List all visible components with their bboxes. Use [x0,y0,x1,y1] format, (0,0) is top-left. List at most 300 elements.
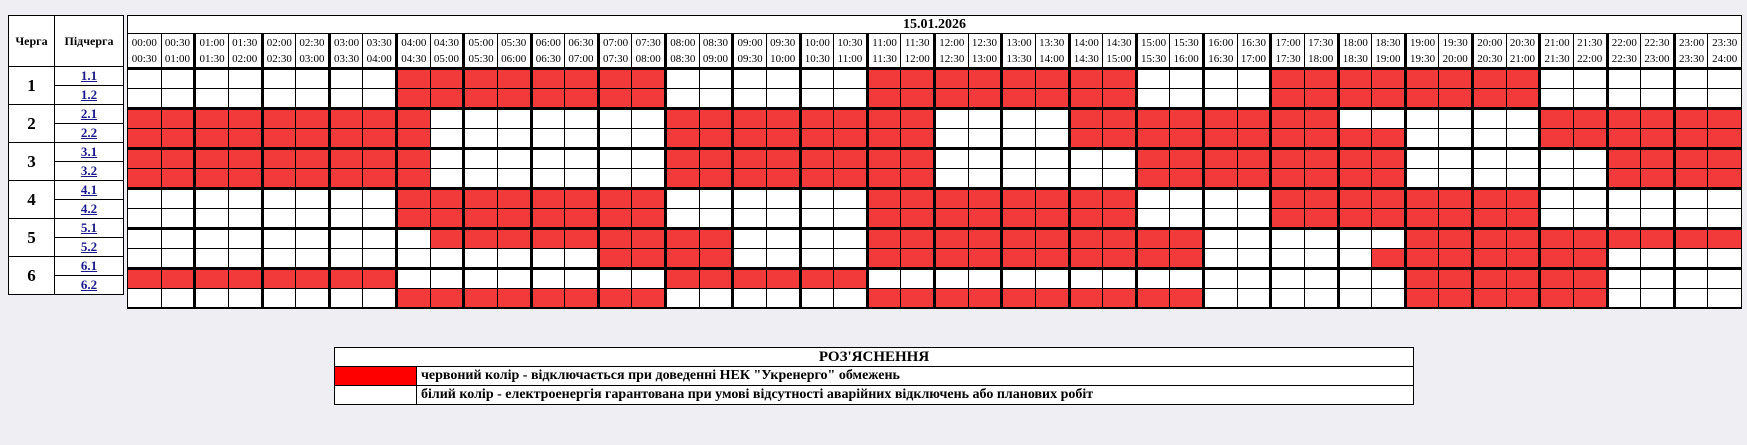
power-cell [733,229,767,249]
time-slot-header [1035,34,1069,69]
power-cell [632,149,666,169]
outage-cell [1573,129,1607,149]
time-slot-header [598,34,632,69]
power-cell [800,229,834,249]
outage-cell [1136,249,1170,269]
outage-cell [1607,229,1641,249]
power-cell [1035,109,1069,129]
power-cell [699,189,733,209]
power-cell [1304,229,1338,249]
power-cell [1204,209,1238,229]
outage-cell [1103,129,1137,149]
outage-cell [531,229,565,249]
outage-cell [262,149,296,169]
time-slot-start: 03:00 [334,36,360,49]
outage-cell [1405,289,1439,309]
outage-cell [1473,209,1507,229]
power-cell [296,209,330,229]
outage-cell [1069,189,1103,209]
power-cell [262,189,296,209]
outage-cell [834,109,868,129]
outage-cell [901,209,935,229]
power-cell [1271,229,1305,249]
power-cell [1002,169,1036,189]
outage-cell [699,169,733,189]
power-cell [262,229,296,249]
outage-cell [1674,169,1708,189]
time-slot-start: 06:30 [568,36,594,49]
outage-cell [565,189,599,209]
power-cell [834,209,868,229]
outage-cell [1372,169,1406,189]
outage-cell [1338,149,1372,169]
outage-cell [666,129,700,149]
time-slot-start: 04:30 [433,36,459,49]
time-slot-header [1439,34,1473,69]
outage-cell [1506,229,1540,249]
outage-cell [1439,269,1473,289]
power-cell [1237,289,1271,309]
outage-cell [699,149,733,169]
time-slot-header [1136,34,1170,69]
power-cell [228,209,262,229]
power-cell [1506,169,1540,189]
time-slot-start: 07:00 [603,36,629,49]
outage-cell [128,149,162,169]
power-cell [699,289,733,309]
outage-cell [867,169,901,189]
time-slot-header [497,34,531,69]
power-cell [1674,249,1708,269]
time-slot-end: 00:30 [131,52,157,65]
power-cell [128,69,162,89]
power-cell [1506,149,1540,169]
outage-cell [1304,109,1338,129]
time-slot-start: 15:00 [1141,36,1167,49]
outage-cell [1473,249,1507,269]
outage-cell [1338,209,1372,229]
outage-cell [1304,169,1338,189]
outage-cell [262,269,296,289]
outage-cell [1103,189,1137,209]
power-cell [497,249,531,269]
outage-cell [666,229,700,249]
outage-cell [1405,69,1439,89]
time-slot-start: 19:30 [1442,36,1468,49]
time-slot-end: 12:00 [904,52,930,65]
power-cell [296,249,330,269]
outage-cell [1473,289,1507,309]
power-cell [1674,269,1708,289]
time-slot-header [800,34,834,69]
power-cell [1069,149,1103,169]
subqueue-header: Підчерга [55,16,124,67]
outage-cell [598,89,632,109]
power-cell [497,129,531,149]
power-cell [1271,249,1305,269]
outage-cell [1439,89,1473,109]
schedule-row [128,89,1742,109]
power-cell [363,289,397,309]
schedule-row [128,209,1742,229]
outage-cell [1674,229,1708,249]
outage-cell [1506,269,1540,289]
power-cell [128,289,162,309]
power-cell [1237,249,1271,269]
outage-cell [1136,129,1170,149]
legend [334,347,1414,405]
time-slot-start: 01:30 [232,36,258,49]
outage-cell [1506,249,1540,269]
power-cell [329,69,363,89]
outage-cell [1506,289,1540,309]
outage-cell [1405,229,1439,249]
power-cell [464,269,498,289]
power-cell [632,269,666,289]
queue-label: 2 [9,105,55,143]
queue-label: 6 [9,257,55,295]
outage-cell [565,209,599,229]
schedule-date: 15.01.2026 [128,16,1742,34]
outage-cell [1002,289,1036,309]
power-cell [464,129,498,149]
power-cell [1674,89,1708,109]
power-cell [699,69,733,89]
time-slot-start: 11:00 [872,36,897,49]
outage-cell [968,249,1002,269]
power-cell [1641,249,1675,269]
time-slot-header [1204,34,1238,69]
power-cell [1338,109,1372,129]
outage-cell [1304,89,1338,109]
outage-cell [834,269,868,289]
power-cell [834,289,868,309]
time-slot-header [834,34,868,69]
outage-cell [1170,169,1204,189]
outage-cell [1573,289,1607,309]
time-slot-start: 14:00 [1073,36,1099,49]
power-cell [1372,269,1406,289]
power-cell [834,89,868,109]
time-slot-start: 13:00 [1006,36,1032,49]
power-cell [296,229,330,249]
power-cell [1103,169,1137,189]
outage-cell [1035,209,1069,229]
outage-cell [968,89,1002,109]
time-slot-start: 20:00 [1477,36,1503,49]
power-cell [733,209,767,229]
time-slot-start: 06:00 [535,36,561,49]
power-cell [565,109,599,129]
outage-cell [1002,209,1036,229]
subqueue-link[interactable]: 3.1 [80,144,98,159]
power-cell [128,249,162,269]
outage-cell [901,229,935,249]
outage-cell [363,269,397,289]
outage-cell [1439,229,1473,249]
outage-cell [1641,109,1675,129]
power-cell [1540,209,1574,229]
outage-cell [1069,209,1103,229]
subqueue-link[interactable]: 3.2 [80,163,98,178]
power-cell [1035,169,1069,189]
outage-cell [766,129,800,149]
power-cell [935,269,969,289]
outage-cell [497,189,531,209]
power-cell [1708,69,1742,89]
outage-cell [1372,69,1406,89]
power-cell [766,69,800,89]
power-cell [1573,169,1607,189]
schedule-row [128,289,1742,309]
outage-cell [531,289,565,309]
power-cell [1237,209,1271,229]
outage-cell [1304,149,1338,169]
outage-cell [464,229,498,249]
time-slot-header [329,34,363,69]
outage-cell [1271,129,1305,149]
time-slot-end: 06:00 [501,52,527,65]
time-slot-end: 23:30 [1679,52,1705,65]
outage-cell [1473,69,1507,89]
outage-cell [565,69,599,89]
time-slot-header [766,34,800,69]
time-slot-end: 22:00 [1577,52,1603,65]
power-cell [1170,89,1204,109]
outage-cell [296,169,330,189]
outage-cell [1607,149,1641,169]
subqueue-link[interactable]: 2.1 [80,106,98,121]
time-slot-start: 17:00 [1275,36,1301,49]
schedule-row [128,69,1742,89]
outage-cell [363,129,397,149]
outage-cell [128,129,162,149]
power-cell [834,69,868,89]
power-cell [800,249,834,269]
time-slot-header [161,34,195,69]
outage-cell [397,149,431,169]
power-cell [666,189,700,209]
outage-cell [800,109,834,129]
outage-cell [1540,269,1574,289]
power-cell [968,269,1002,289]
power-cell [228,89,262,109]
power-cell [1439,149,1473,169]
power-cell [228,229,262,249]
outage-cell [1069,109,1103,129]
legend-white-text: білий колір - електроенергія гарантована при умові відсутності аварійних відключень або планових робіт [417,386,1414,405]
power-cell [1573,189,1607,209]
outage-cell [464,209,498,229]
subqueue-link[interactable]: 5.1 [80,220,98,235]
outage-cell [128,269,162,289]
subqueue-link[interactable]: 1.1 [80,68,98,83]
outage-cell [598,249,632,269]
power-cell [766,89,800,109]
outage-cell [1204,149,1238,169]
power-cell [1708,209,1742,229]
subqueue-cell [55,200,124,219]
power-cell [1573,209,1607,229]
time-slot-start: 13:30 [1039,36,1065,49]
subqueue-cell [55,181,124,200]
time-slot-start: 17:30 [1308,36,1334,49]
outage-cell [262,129,296,149]
schedule-row [128,249,1742,269]
time-slot-end: 04:00 [366,52,392,65]
subqueue-link[interactable]: 4.2 [80,201,98,216]
outage-cell [397,129,431,149]
time-slot-start: 05:00 [468,36,494,49]
outage-cell [1506,209,1540,229]
power-cell [228,69,262,89]
power-cell [1002,129,1036,149]
power-cell [1002,269,1036,289]
power-cell [1237,69,1271,89]
subqueue-link[interactable]: 4.1 [80,182,98,197]
outage-cell [195,129,229,149]
time-slot-header [1271,34,1305,69]
outage-cell [968,69,1002,89]
outage-cell [1103,89,1137,109]
power-cell [195,69,229,89]
power-cell [1069,169,1103,189]
power-cell [1338,229,1372,249]
power-cell [262,69,296,89]
outage-cell [1002,69,1036,89]
power-cell [565,169,599,189]
outage-cell [1069,289,1103,309]
power-cell [1338,289,1372,309]
power-cell [834,249,868,269]
outage-cell [296,149,330,169]
power-cell [800,89,834,109]
outage-cell [834,169,868,189]
time-slot-end: 16:30 [1208,52,1234,65]
power-cell [464,249,498,269]
outage-cell [1708,149,1742,169]
outage-cell [195,169,229,189]
power-cell [1473,109,1507,129]
power-cell [430,269,464,289]
time-slot-header [565,34,599,69]
power-cell [968,109,1002,129]
outage-cell [430,69,464,89]
subqueue-cell [55,124,124,143]
outage-cell [867,89,901,109]
schedule-row [128,169,1742,189]
power-cell [1237,89,1271,109]
subqueue-link[interactable]: 5.2 [80,239,98,254]
power-cell [1405,109,1439,129]
outage-cell [766,149,800,169]
power-cell [161,89,195,109]
time-slot-header [531,34,565,69]
outage-cell [228,129,262,149]
outage-cell [430,189,464,209]
outage-cell [296,109,330,129]
power-cell [1204,189,1238,209]
power-cell [1607,89,1641,109]
outage-cell [1035,189,1069,209]
outage-cell [1439,249,1473,269]
power-cell [1103,149,1137,169]
outage-cell [1035,289,1069,309]
power-cell [1473,129,1507,149]
power-cell [329,189,363,209]
outage-cell [497,209,531,229]
outage-cell [901,289,935,309]
queue-label: 3 [9,143,55,181]
outage-cell [531,89,565,109]
outage-cell [1002,89,1036,109]
outage-cell [329,129,363,149]
outage-cell [632,249,666,269]
power-cell [195,209,229,229]
outage-cell [1204,169,1238,189]
power-cell [766,289,800,309]
time-slot-start: 12:00 [939,36,965,49]
time-slot-header [632,34,666,69]
power-cell [1372,229,1406,249]
power-cell [464,109,498,129]
time-slot-start: 05:30 [501,36,527,49]
time-slot-start: 03:30 [366,36,392,49]
time-slot-start: 09:00 [737,36,763,49]
outage-cell [901,69,935,89]
power-cell [1204,249,1238,269]
power-cell [1204,229,1238,249]
outage-cell [1708,229,1742,249]
time-slot-header [363,34,397,69]
outage-cell [1035,249,1069,269]
outage-cell [161,169,195,189]
time-slot-end: 04:30 [401,52,427,65]
power-cell [1540,149,1574,169]
power-cell [1405,149,1439,169]
time-slot-header [901,34,935,69]
schedule-row [128,269,1742,289]
outage-cell [296,269,330,289]
subqueue-link[interactable]: 6.2 [80,277,98,292]
power-cell [1708,89,1742,109]
power-cell [1372,289,1406,309]
outage-cell [733,129,767,149]
power-cell [161,209,195,229]
outage-cell [1473,89,1507,109]
time-slot-header [1237,34,1271,69]
time-slot-header [296,34,330,69]
outage-cell [1708,109,1742,129]
time-slot-end: 17:30 [1275,52,1301,65]
outage-cell [699,249,733,269]
outage-cell [935,189,969,209]
power-cell [1607,209,1641,229]
subqueue-link[interactable]: 6.1 [80,258,98,273]
subqueue-link[interactable]: 1.2 [80,87,98,102]
outage-cell [1271,189,1305,209]
time-slot-start: 22:30 [1644,36,1670,49]
outage-cell [1439,209,1473,229]
outage-cell [1405,209,1439,229]
queue-label: 5 [9,219,55,257]
time-slot-header [867,34,901,69]
subqueue-link[interactable]: 2.2 [80,125,98,140]
outage-cell [1372,209,1406,229]
power-cell [1204,289,1238,309]
power-cell [497,109,531,129]
outage-cell [1103,249,1137,269]
